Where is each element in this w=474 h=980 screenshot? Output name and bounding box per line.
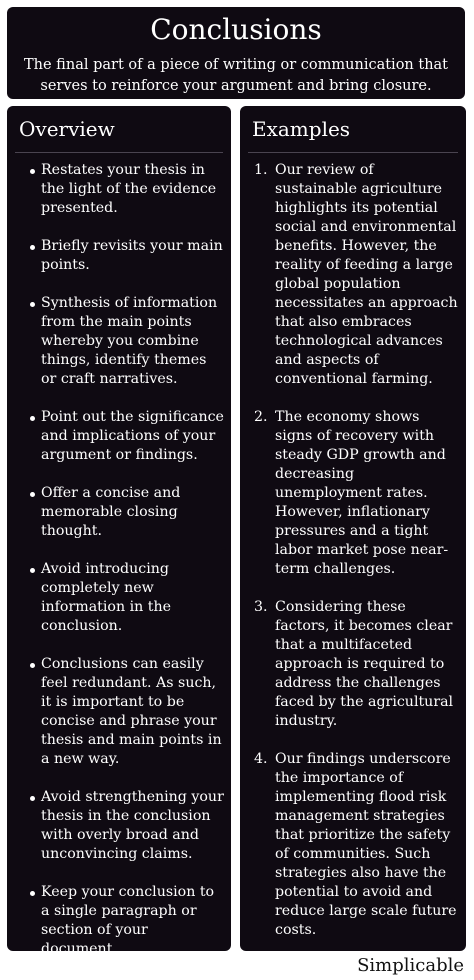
overview-list <box>7 161 231 978</box>
example-number: 1. <box>254 162 268 178</box>
overview-item <box>7 161 231 218</box>
overview-item-text: Point out the significance and implications of your argument or findings. <box>41 409 224 463</box>
example-item <box>240 598 466 731</box>
example-text: Our review of sustainable agriculture highlights its potential social and environmental benefits. However, the reality of feeding a large global population necessitates an approach that also embraces technological advances and aspects of conventional farming. <box>275 162 458 387</box>
overview-item <box>7 237 231 275</box>
bullet-icon <box>30 796 35 801</box>
examples-heading: Examples <box>252 117 351 141</box>
overview-item <box>7 484 231 541</box>
brand-logo: Simplicable <box>357 955 464 976</box>
overview-item <box>7 408 231 465</box>
example-item <box>240 161 466 389</box>
example-number: 3. <box>254 599 268 615</box>
overview-item-text: Restates your thesis in the light of the evidence presented. <box>41 162 217 216</box>
page-subtitle: The final part of a piece of writing or communication that serves to reinforce your argument and bring closure. <box>23 57 449 94</box>
examples-list <box>240 161 466 959</box>
overview-item-text: Keep your conclusion to a single paragraph or section of your document. <box>41 884 215 957</box>
overview-item <box>7 655 231 769</box>
header-banner <box>7 7 465 99</box>
overview-divider <box>15 152 223 153</box>
overview-panel <box>7 106 231 957</box>
page-title: Conclusions <box>150 13 322 46</box>
bullet-icon <box>30 416 35 421</box>
overview-item <box>7 788 231 864</box>
examples-panel <box>240 106 466 951</box>
overview-heading: Overview <box>19 117 115 141</box>
overview-item <box>7 560 231 636</box>
bullet-icon <box>30 891 35 896</box>
example-item <box>240 750 466 940</box>
overview-item <box>7 883 231 959</box>
overview-item <box>7 294 231 389</box>
overview-item-text: Avoid introducing completely new information in the conclusion. <box>41 561 172 634</box>
overview-item-text: Synthesis of information from the main points whereby you combine things, identify themes or craft narratives. <box>41 295 218 387</box>
overview-item-text: Briefly revisits your main points. <box>41 238 223 273</box>
bullet-icon <box>30 245 35 250</box>
overview-item-text: Offer a concise and memorable closing thought. <box>41 485 181 539</box>
example-number: 2. <box>254 409 268 425</box>
examples-divider <box>248 152 458 153</box>
bullet-icon <box>30 663 35 668</box>
bullet-icon <box>30 169 35 174</box>
example-number: 4. <box>254 751 268 767</box>
example-text: The economy shows signs of recovery with steady GDP growth and decreasing unemployment rates. However, inflationary pressures and a tight labor market pose near-term challenges. <box>275 409 449 577</box>
example-item <box>240 408 466 579</box>
bullet-icon <box>30 568 35 573</box>
example-text: Considering these factors, it becomes clear that a multifaceted approach is required to address the challenges faced by the agricultural industry. <box>275 599 454 729</box>
bullet-icon <box>30 492 35 497</box>
overview-item-text: Avoid strengthening your thesis in the conclusion with overly broad and unconvincing claims. <box>41 789 224 862</box>
overview-item-text: Conclusions can easily feel redundant. As such, it is important to be concise and phrase your thesis and main points in a new way. <box>41 656 222 767</box>
example-text: Our findings underscore the importance of implementing flood risk management strategies that prioritize the safety of communities. Such strategies also have the potential to avoid and reduce large scale future costs. <box>275 751 457 938</box>
bullet-icon <box>30 302 35 307</box>
